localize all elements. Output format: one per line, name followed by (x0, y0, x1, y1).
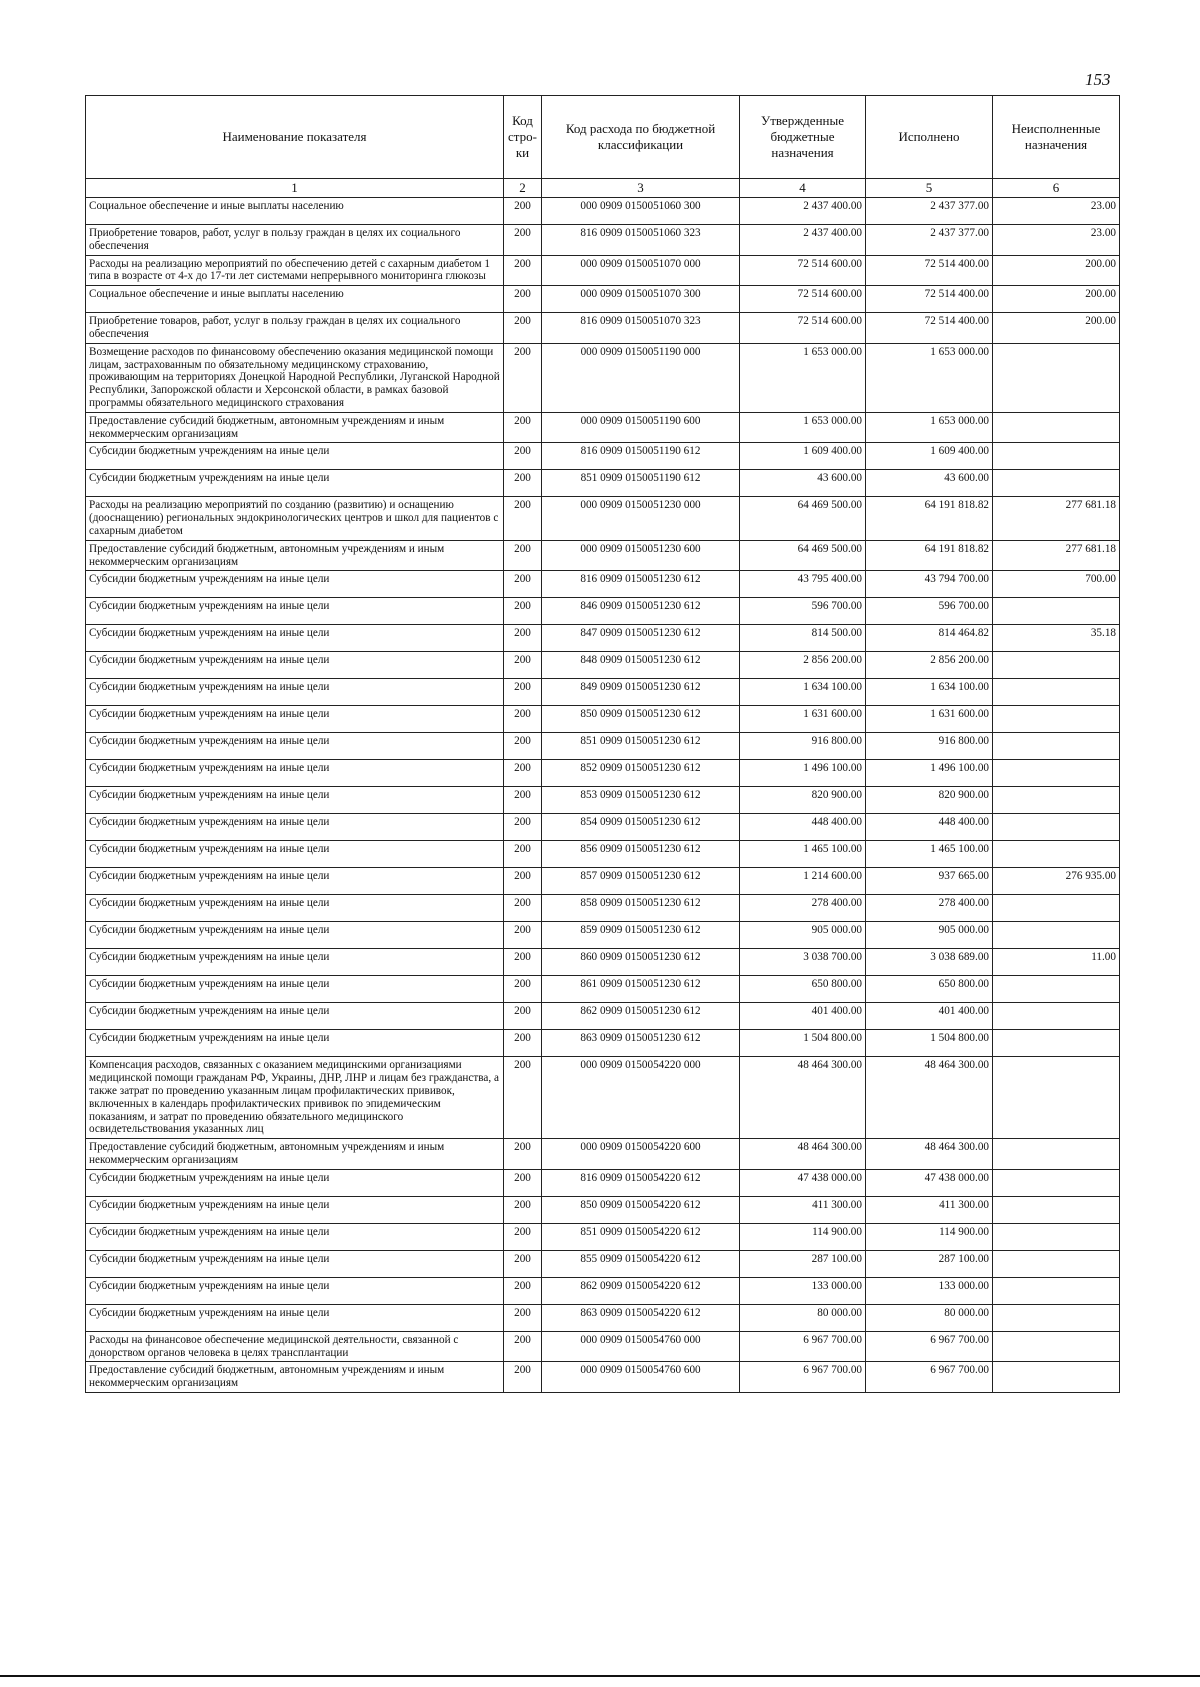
table-row (86, 1223, 1120, 1250)
row-unexecuted (993, 1277, 1120, 1304)
row-approved: 72 514 600.00 (740, 286, 866, 313)
table-row (86, 313, 1120, 344)
row-unexecuted (993, 841, 1120, 868)
row-expense-code: 848 0909 0150051230 612 (542, 652, 740, 679)
row-line-code: 200 (504, 497, 542, 540)
row-expense-code: 847 0909 0150051230 612 (542, 625, 740, 652)
table-row (86, 470, 1120, 497)
row-executed: 820 900.00 (866, 787, 993, 814)
row-executed: 1 653 000.00 (866, 343, 993, 412)
row-name: Субсидии бюджетным учреждениям на иные цели (86, 733, 504, 760)
row-approved: 133 000.00 (740, 1277, 866, 1304)
row-approved: 80 000.00 (740, 1304, 866, 1331)
row-expense-code: 863 0909 0150051230 612 (542, 1030, 740, 1057)
table-row (86, 868, 1120, 895)
table-row (86, 949, 1120, 976)
row-line-code: 200 (504, 343, 542, 412)
row-name: Субсидии бюджетным учреждениям на иные цели (86, 443, 504, 470)
row-expense-code: 853 0909 0150051230 612 (542, 787, 740, 814)
row-name: Субсидии бюджетным учреждениям на иные цели (86, 1277, 504, 1304)
row-approved: 2 856 200.00 (740, 652, 866, 679)
table-row (86, 706, 1120, 733)
row-line-code: 200 (504, 787, 542, 814)
table-row (86, 540, 1120, 571)
row-line-code: 200 (504, 652, 542, 679)
row-approved: 1 653 000.00 (740, 412, 866, 443)
row-executed: 650 800.00 (866, 976, 993, 1003)
row-unexecuted (993, 343, 1120, 412)
row-line-code: 200 (504, 1223, 542, 1250)
row-line-code: 200 (504, 976, 542, 1003)
row-line-code: 200 (504, 922, 542, 949)
row-approved: 48 464 300.00 (740, 1057, 866, 1139)
row-expense-code: 000 0909 0150051230 600 (542, 540, 740, 571)
row-approved: 2 437 400.00 (740, 225, 866, 256)
row-line-code: 200 (504, 814, 542, 841)
row-approved: 916 800.00 (740, 733, 866, 760)
row-unexecuted (993, 787, 1120, 814)
row-unexecuted (993, 1250, 1120, 1277)
row-line-code: 200 (504, 625, 542, 652)
page-number: 153 (1085, 70, 1111, 89)
row-approved: 1 496 100.00 (740, 760, 866, 787)
row-name: Расходы на реализацию мероприятий по созданию (развитию) и оснащению (дооснащению) региональных эндокринологических центров и школ для пациентов с сахарным диабетом (86, 497, 504, 540)
row-name: Субсидии бюджетным учреждениям на иные цели (86, 652, 504, 679)
row-approved: 1 465 100.00 (740, 841, 866, 868)
row-unexecuted (993, 1057, 1120, 1139)
row-executed: 1 631 600.00 (866, 706, 993, 733)
row-executed: 916 800.00 (866, 733, 993, 760)
row-name: Субсидии бюджетным учреждениям на иные цели (86, 760, 504, 787)
row-approved: 43 795 400.00 (740, 571, 866, 598)
row-expense-code: 816 0909 0150054220 612 (542, 1169, 740, 1196)
table-row (86, 343, 1120, 412)
row-line-code: 200 (504, 598, 542, 625)
row-approved: 278 400.00 (740, 895, 866, 922)
row-name: Субсидии бюджетным учреждениям на иные цели (86, 949, 504, 976)
row-expense-code: 852 0909 0150051230 612 (542, 760, 740, 787)
row-approved: 2 437 400.00 (740, 198, 866, 225)
table-row (86, 1169, 1120, 1196)
row-name: Субсидии бюджетным учреждениям на иные цели (86, 571, 504, 598)
row-name: Расходы на финансовое обеспечение медицинской деятельности, связанной с донорством органов человека в целях трансплантации (86, 1331, 504, 1362)
table-row (86, 760, 1120, 787)
table-row (86, 1003, 1120, 1030)
row-name: Субсидии бюджетным учреждениям на иные цели (86, 679, 504, 706)
row-expense-code: 851 0909 0150051190 612 (542, 470, 740, 497)
header-executed: Исполнено (866, 96, 993, 179)
row-name: Социальное обеспечение и иные выплаты населению (86, 198, 504, 225)
row-executed: 287 100.00 (866, 1250, 993, 1277)
row-approved: 48 464 300.00 (740, 1139, 866, 1170)
row-expense-code: 000 0909 0150054220 000 (542, 1057, 740, 1139)
row-executed: 6 967 700.00 (866, 1331, 993, 1362)
row-expense-code: 859 0909 0150051230 612 (542, 922, 740, 949)
header-name: Наименование показателя (86, 96, 504, 179)
row-expense-code: 861 0909 0150051230 612 (542, 976, 740, 1003)
row-executed: 278 400.00 (866, 895, 993, 922)
row-expense-code: 862 0909 0150054220 612 (542, 1277, 740, 1304)
row-executed: 2 437 377.00 (866, 225, 993, 256)
row-unexecuted: 11.00 (993, 949, 1120, 976)
row-expense-code: 850 0909 0150054220 612 (542, 1196, 740, 1223)
row-unexecuted: 200.00 (993, 286, 1120, 313)
header-expense-code: Код расхода по бюджетной классификации (542, 96, 740, 179)
row-line-code: 200 (504, 1030, 542, 1057)
row-executed: 2 437 377.00 (866, 198, 993, 225)
row-unexecuted (993, 895, 1120, 922)
row-approved: 64 469 500.00 (740, 540, 866, 571)
row-executed: 937 665.00 (866, 868, 993, 895)
budget-execution-table (85, 95, 1120, 1393)
row-executed: 47 438 000.00 (866, 1169, 993, 1196)
row-line-code: 200 (504, 1277, 542, 1304)
row-unexecuted (993, 922, 1120, 949)
row-line-code: 200 (504, 1003, 542, 1030)
row-unexecuted: 35.18 (993, 625, 1120, 652)
row-name: Субсидии бюджетным учреждениям на иные цели (86, 1304, 504, 1331)
row-unexecuted (993, 1223, 1120, 1250)
row-expense-code: 846 0909 0150051230 612 (542, 598, 740, 625)
row-expense-code: 857 0909 0150051230 612 (542, 868, 740, 895)
row-executed: 1 609 400.00 (866, 443, 993, 470)
row-unexecuted (993, 1139, 1120, 1170)
table-row (86, 286, 1120, 313)
row-name: Социальное обеспечение и иные выплаты населению (86, 286, 504, 313)
table-row (86, 1250, 1120, 1277)
table-row (86, 443, 1120, 470)
row-unexecuted (993, 1169, 1120, 1196)
row-expense-code: 860 0909 0150051230 612 (542, 949, 740, 976)
row-unexecuted: 23.00 (993, 198, 1120, 225)
row-expense-code: 816 0909 0150051070 323 (542, 313, 740, 344)
row-unexecuted: 277 681.18 (993, 540, 1120, 571)
page-bottom-edge (0, 1675, 1200, 1677)
row-approved: 1 504 800.00 (740, 1030, 866, 1057)
row-line-code: 200 (504, 1196, 542, 1223)
row-line-code: 200 (504, 1139, 542, 1170)
row-executed: 72 514 400.00 (866, 255, 993, 286)
row-approved: 1 214 600.00 (740, 868, 866, 895)
table-row (86, 895, 1120, 922)
row-expense-code: 000 0909 0150054760 000 (542, 1331, 740, 1362)
row-approved: 448 400.00 (740, 814, 866, 841)
row-expense-code: 856 0909 0150051230 612 (542, 841, 740, 868)
row-unexecuted (993, 443, 1120, 470)
row-executed: 80 000.00 (866, 1304, 993, 1331)
row-name: Субсидии бюджетным учреждениям на иные цели (86, 706, 504, 733)
row-name: Субсидии бюджетным учреждениям на иные цели (86, 625, 504, 652)
row-expense-code: 863 0909 0150054220 612 (542, 1304, 740, 1331)
row-name: Приобретение товаров, работ, услуг в пользу граждан в целях их социального обеспечения (86, 225, 504, 256)
table-row (86, 733, 1120, 760)
table-row (86, 922, 1120, 949)
table-row (86, 652, 1120, 679)
row-name: Субсидии бюджетным учреждениям на иные цели (86, 976, 504, 1003)
row-line-code: 200 (504, 470, 542, 497)
row-unexecuted (993, 1030, 1120, 1057)
row-approved: 72 514 600.00 (740, 313, 866, 344)
row-approved: 287 100.00 (740, 1250, 866, 1277)
row-unexecuted: 200.00 (993, 255, 1120, 286)
row-name: Субсидии бюджетным учреждениям на иные цели (86, 787, 504, 814)
row-name: Предоставление субсидий бюджетным, автономным учреждениям и иным некоммерческим организациям (86, 1362, 504, 1393)
row-line-code: 200 (504, 1304, 542, 1331)
row-executed: 1 504 800.00 (866, 1030, 993, 1057)
row-name: Субсидии бюджетным учреждениям на иные цели (86, 1003, 504, 1030)
row-name: Субсидии бюджетным учреждениям на иные цели (86, 1169, 504, 1196)
header-line-code: Код стро-ки (504, 96, 542, 179)
row-name: Субсидии бюджетным учреждениям на иные цели (86, 814, 504, 841)
column-number-row (86, 179, 1120, 198)
row-expense-code: 851 0909 0150051230 612 (542, 733, 740, 760)
row-approved: 1 634 100.00 (740, 679, 866, 706)
row-line-code: 200 (504, 412, 542, 443)
row-line-code: 200 (504, 198, 542, 225)
row-name: Субсидии бюджетным учреждениям на иные цели (86, 841, 504, 868)
row-approved: 650 800.00 (740, 976, 866, 1003)
row-line-code: 200 (504, 540, 542, 571)
row-executed: 411 300.00 (866, 1196, 993, 1223)
row-expense-code: 816 0909 0150051230 612 (542, 571, 740, 598)
row-expense-code: 000 0909 0150051190 000 (542, 343, 740, 412)
row-executed: 72 514 400.00 (866, 286, 993, 313)
row-expense-code: 854 0909 0150051230 612 (542, 814, 740, 841)
row-executed: 905 000.00 (866, 922, 993, 949)
table-row (86, 976, 1120, 1003)
table-row (86, 412, 1120, 443)
row-line-code: 200 (504, 286, 542, 313)
row-name: Субсидии бюджетным учреждениям на иные цели (86, 868, 504, 895)
row-name: Предоставление субсидий бюджетным, автономным учреждениям и иным некоммерческим организациям (86, 540, 504, 571)
row-approved: 411 300.00 (740, 1196, 866, 1223)
table-row (86, 225, 1120, 256)
row-line-code: 200 (504, 255, 542, 286)
row-name: Субсидии бюджетным учреждениям на иные цели (86, 1250, 504, 1277)
row-executed: 48 464 300.00 (866, 1057, 993, 1139)
table-row (86, 625, 1120, 652)
row-expense-code: 850 0909 0150051230 612 (542, 706, 740, 733)
row-expense-code: 862 0909 0150051230 612 (542, 1003, 740, 1030)
row-executed: 448 400.00 (866, 814, 993, 841)
row-unexecuted (993, 598, 1120, 625)
row-line-code: 200 (504, 1331, 542, 1362)
table-row (86, 679, 1120, 706)
row-approved: 401 400.00 (740, 1003, 866, 1030)
table-row (86, 1030, 1120, 1057)
row-name: Субсидии бюджетным учреждениям на иные цели (86, 895, 504, 922)
row-expense-code: 858 0909 0150051230 612 (542, 895, 740, 922)
table-body (86, 198, 1120, 1393)
table-row (86, 1196, 1120, 1223)
row-unexecuted (993, 1304, 1120, 1331)
row-approved: 1 631 600.00 (740, 706, 866, 733)
row-expense-code: 000 0909 0150054220 600 (542, 1139, 740, 1170)
row-line-code: 200 (504, 868, 542, 895)
row-expense-code: 849 0909 0150051230 612 (542, 679, 740, 706)
row-approved: 64 469 500.00 (740, 497, 866, 540)
row-approved: 814 500.00 (740, 625, 866, 652)
row-name: Субсидии бюджетным учреждениям на иные цели (86, 470, 504, 497)
table-row (86, 841, 1120, 868)
row-executed: 814 464.82 (866, 625, 993, 652)
row-unexecuted (993, 652, 1120, 679)
table-row (86, 1057, 1120, 1139)
header-approved: Утвержденные бюджетные назначения (740, 96, 866, 179)
table-header-row (86, 96, 1120, 179)
row-executed: 596 700.00 (866, 598, 993, 625)
row-name: Предоставление субсидий бюджетным, автономным учреждениям и иным некоммерческим организациям (86, 1139, 504, 1170)
row-expense-code: 816 0909 0150051190 612 (542, 443, 740, 470)
row-name: Субсидии бюджетным учреждениям на иные цели (86, 598, 504, 625)
table-row (86, 787, 1120, 814)
row-executed: 1 496 100.00 (866, 760, 993, 787)
table-row (86, 1362, 1120, 1393)
row-executed: 43 600.00 (866, 470, 993, 497)
row-unexecuted (993, 814, 1120, 841)
column-number: 3 (542, 179, 740, 198)
row-executed: 72 514 400.00 (866, 313, 993, 344)
row-expense-code: 000 0909 0150051070 000 (542, 255, 740, 286)
row-line-code: 200 (504, 225, 542, 256)
header-unexecuted: Неисполненные назначения (993, 96, 1120, 179)
row-line-code: 200 (504, 733, 542, 760)
row-line-code: 200 (504, 1057, 542, 1139)
row-approved: 1 609 400.00 (740, 443, 866, 470)
row-unexecuted (993, 470, 1120, 497)
row-name: Компенсация расходов, связанных с оказанием медицинскими организациями медицинской помощи гражданам РФ, Украины, ДНР, ЛНР и лицам без гражданства, а также затрат по проведению указанным лицам профилактических прививок, включенных в календарь профилактических прививок по эпидемическим показаниям, и затрат по проведению обязательного медицинского освидетельствования указанных лиц (86, 1057, 504, 1139)
row-executed: 6 967 700.00 (866, 1362, 993, 1393)
row-name: Субсидии бюджетным учреждениям на иные цели (86, 1223, 504, 1250)
row-name: Приобретение товаров, работ, услуг в пользу граждан в целях их социального обеспечения (86, 313, 504, 344)
row-expense-code: 000 0909 0150051070 300 (542, 286, 740, 313)
table-row (86, 1139, 1120, 1170)
row-executed: 2 856 200.00 (866, 652, 993, 679)
table-row (86, 255, 1120, 286)
row-name: Субсидии бюджетным учреждениям на иные цели (86, 1030, 504, 1057)
row-unexecuted (993, 1362, 1120, 1393)
column-number: 2 (504, 179, 542, 198)
row-line-code: 200 (504, 1362, 542, 1393)
row-unexecuted (993, 976, 1120, 1003)
row-line-code: 200 (504, 313, 542, 344)
column-number: 5 (866, 179, 993, 198)
row-name: Возмещение расходов по финансовому обеспечению оказания медицинской помощи лицам, застрахованным по обязательному медицинскому страхованию, проживающим на территориях Донецкой Народной Республики, Луганской Народной Республики, Запорожской области и Херсонской области, в рамках базовой программы обязательного медицинского страхования (86, 343, 504, 412)
row-approved: 6 967 700.00 (740, 1331, 866, 1362)
row-unexecuted (993, 760, 1120, 787)
row-expense-code: 851 0909 0150054220 612 (542, 1223, 740, 1250)
row-approved: 1 653 000.00 (740, 343, 866, 412)
row-approved: 905 000.00 (740, 922, 866, 949)
row-expense-code: 816 0909 0150051060 323 (542, 225, 740, 256)
row-approved: 3 038 700.00 (740, 949, 866, 976)
row-executed: 1 465 100.00 (866, 841, 993, 868)
row-approved: 596 700.00 (740, 598, 866, 625)
row-approved: 43 600.00 (740, 470, 866, 497)
row-executed: 64 191 818.82 (866, 540, 993, 571)
row-unexecuted: 200.00 (993, 313, 1120, 344)
table-row (86, 497, 1120, 540)
row-expense-code: 000 0909 0150051230 000 (542, 497, 740, 540)
column-number: 6 (993, 179, 1120, 198)
row-unexecuted: 23.00 (993, 225, 1120, 256)
row-line-code: 200 (504, 895, 542, 922)
row-line-code: 200 (504, 706, 542, 733)
row-unexecuted (993, 733, 1120, 760)
row-expense-code: 000 0909 0150054760 600 (542, 1362, 740, 1393)
row-line-code: 200 (504, 1250, 542, 1277)
table-row (86, 1331, 1120, 1362)
row-line-code: 200 (504, 571, 542, 598)
row-unexecuted (993, 1003, 1120, 1030)
row-executed: 64 191 818.82 (866, 497, 993, 540)
row-name: Субсидии бюджетным учреждениям на иные цели (86, 922, 504, 949)
row-unexecuted (993, 1196, 1120, 1223)
row-name: Субсидии бюджетным учреждениям на иные цели (86, 1196, 504, 1223)
column-number: 1 (86, 179, 504, 198)
row-unexecuted (993, 679, 1120, 706)
row-executed: 133 000.00 (866, 1277, 993, 1304)
row-expense-code: 855 0909 0150054220 612 (542, 1250, 740, 1277)
table-row (86, 814, 1120, 841)
row-executed: 48 464 300.00 (866, 1139, 993, 1170)
row-approved: 47 438 000.00 (740, 1169, 866, 1196)
row-approved: 72 514 600.00 (740, 255, 866, 286)
row-line-code: 200 (504, 443, 542, 470)
row-approved: 820 900.00 (740, 787, 866, 814)
row-unexecuted (993, 706, 1120, 733)
row-executed: 1 634 100.00 (866, 679, 993, 706)
row-line-code: 200 (504, 760, 542, 787)
row-line-code: 200 (504, 949, 542, 976)
table-row (86, 198, 1120, 225)
row-expense-code: 000 0909 0150051190 600 (542, 412, 740, 443)
row-unexecuted: 700.00 (993, 571, 1120, 598)
column-number: 4 (740, 179, 866, 198)
row-unexecuted: 277 681.18 (993, 497, 1120, 540)
row-unexecuted (993, 1331, 1120, 1362)
row-unexecuted (993, 412, 1120, 443)
row-approved: 6 967 700.00 (740, 1362, 866, 1393)
row-line-code: 200 (504, 841, 542, 868)
row-line-code: 200 (504, 679, 542, 706)
table-row (86, 598, 1120, 625)
row-executed: 1 653 000.00 (866, 412, 993, 443)
row-executed: 3 038 689.00 (866, 949, 993, 976)
table-row (86, 1277, 1120, 1304)
row-name: Расходы на реализацию мероприятий по обеспечению детей с сахарным диабетом 1 типа в возрасте от 4-х до 17-ти лет системами непрерывного мониторинга глюкозы (86, 255, 504, 286)
table-row (86, 1304, 1120, 1331)
row-approved: 114 900.00 (740, 1223, 866, 1250)
table-row (86, 571, 1120, 598)
row-expense-code: 000 0909 0150051060 300 (542, 198, 740, 225)
budget-execution-sheet (85, 95, 1119, 1393)
row-executed: 401 400.00 (866, 1003, 993, 1030)
row-executed: 43 794 700.00 (866, 571, 993, 598)
row-name: Предоставление субсидий бюджетным, автономным учреждениям и иным некоммерческим организациям (86, 412, 504, 443)
row-unexecuted: 276 935.00 (993, 868, 1120, 895)
row-executed: 114 900.00 (866, 1223, 993, 1250)
row-line-code: 200 (504, 1169, 542, 1196)
